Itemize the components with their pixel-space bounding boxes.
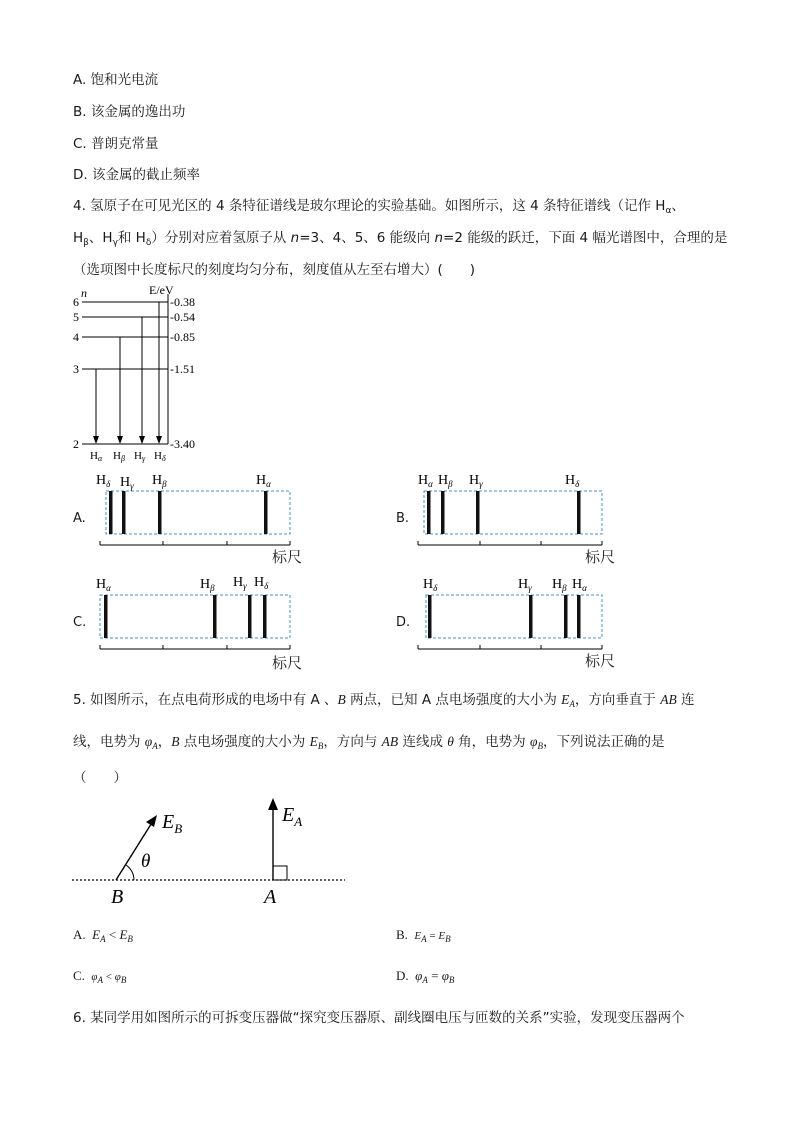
q4-l2-7: n — [290, 230, 300, 246]
spectrum-c-label-alpha: $H_\alpha$ — [96, 577, 111, 593]
theta-arc — [126, 865, 134, 880]
q5-stem-line1 — [73, 688, 695, 709]
q5-a-e1: E — [92, 927, 101, 942]
level-3-e: -1.51 — [170, 362, 195, 376]
q5-stem-line3: （ ） — [73, 770, 127, 786]
q5-l2-i: ，方向与 — [323, 734, 382, 750]
diagram-n-label: n — [81, 286, 87, 300]
level-5-n: 5 — [73, 310, 79, 324]
q4-l2-3: γ — [112, 238, 118, 248]
q4-l2-4: 和 H — [117, 230, 146, 246]
q5-l2-o: B — [537, 741, 543, 751]
eb-label: $E_B$ — [162, 811, 183, 836]
spectrum-c-label-delta: $H_\delta$ — [254, 575, 269, 591]
q4-stem-line2 — [73, 226, 727, 248]
right-angle-mark — [273, 866, 287, 880]
q4-option-c-letter: C. — [73, 615, 87, 630]
arrow-h-alpha-head — [93, 436, 99, 444]
q4-stem-end: 、 — [671, 198, 685, 214]
q5-option-c — [73, 968, 126, 985]
q5-l2-h: B — [317, 741, 324, 751]
spectrum-a-frame — [106, 491, 290, 534]
spectrum-b-line-alpha — [427, 491, 431, 534]
q5-c-op: < — [103, 971, 115, 983]
spectrum-b-line-gamma — [476, 491, 480, 534]
spectrum-d-frame — [426, 595, 602, 638]
q4-l2-6: ）分别对应着氢原子从 — [151, 230, 291, 246]
q5-b-s1: A — [421, 934, 427, 944]
spectrum-c-line-gamma — [248, 595, 252, 638]
q5-a-op: < — [105, 927, 120, 942]
q5-d-s2: B — [448, 975, 455, 985]
q5-c-e1: φ — [91, 971, 98, 983]
q5-d-s1: A — [422, 975, 428, 985]
point-b-label: B — [111, 886, 124, 908]
q5-l1-g: AB — [660, 692, 677, 707]
q5-l2-a: 线，电势为 — [73, 734, 145, 750]
level-4-n: 4 — [73, 330, 79, 344]
q5-l2-n: φ — [529, 734, 538, 749]
spectrum-d-line-gamma — [529, 595, 533, 638]
q4-l2-9: n — [434, 230, 444, 246]
q5-l2-k: 连线成 — [398, 734, 448, 750]
spectrum-c-line-alpha — [104, 595, 108, 638]
q5-stem-line2 — [73, 730, 664, 751]
spectrum-a-line-beta — [158, 491, 162, 534]
q5-l2-e: B — [171, 734, 180, 749]
q5-a-s2: B — [127, 934, 133, 944]
spectrum-a-label-gamma: $H_\gamma$ — [120, 475, 134, 491]
level-2-e: -3.40 — [170, 437, 195, 451]
q5-l1-b: B — [337, 692, 346, 707]
q5-l1-h: 连 — [676, 692, 695, 708]
spectrum-a-line-gamma — [122, 491, 126, 534]
field-diagram — [70, 795, 360, 915]
arrow-label-alpha: Hα — [90, 450, 103, 463]
q6-stem-line1: 6. 某同学用如图所示的可拆变压器做“探究变压器原、副线圈电压与匝数的关系”实验，发现变压器两个 — [73, 1010, 685, 1026]
q4-l2-10: =2 能级的跃迁，下面 4 幅光谱图中，合理的是 — [443, 230, 728, 246]
spectrum-d-ruler-label: 标尺 — [585, 652, 616, 670]
spectrum-d-label-alpha: $H_\alpha$ — [572, 577, 587, 593]
arrow-h-delta-head — [156, 436, 162, 444]
q3-option-d: D. 该金属的截止频率 — [73, 167, 200, 183]
energy-level-diagram — [70, 282, 220, 464]
q5-d-op: = — [427, 968, 442, 983]
level-3-n: 3 — [73, 362, 79, 376]
q5-l1-f: ，方向垂直于 — [574, 692, 661, 708]
q5-l1-a: 5. 如图所示，在点电荷形成的电场中有 A 、 — [73, 692, 338, 708]
q5-l2-f: 点电场强度的大小为 — [179, 734, 310, 750]
spectrum-d-line-alpha — [577, 595, 581, 638]
q5-a-s1: A — [100, 934, 106, 944]
q5-b-op: = — [426, 930, 439, 942]
ea-label: $E_A$ — [282, 804, 303, 829]
level-2-n: 2 — [73, 437, 79, 451]
q5-a-e2: E — [119, 927, 128, 942]
q3-option-c: C. 普朗克常量 — [73, 136, 159, 152]
spectrum-c-label-gamma: $H_\gamma$ — [233, 575, 247, 591]
q5-b-e2: E — [438, 930, 446, 942]
level-6-n: 6 — [73, 295, 79, 309]
q5-b-letter: B. — [396, 927, 408, 942]
q5-d-letter: D. — [396, 968, 409, 983]
spectrum-c-ruler-label: 标尺 — [272, 654, 303, 672]
spectrum-d-label-delta: $H_\delta$ — [423, 577, 438, 593]
q5-c-e2: φ — [114, 971, 121, 983]
spectrum-a-label-beta: $H_\beta$ — [152, 473, 167, 489]
level-6-e: -0.38 — [170, 295, 195, 309]
q5-option-a — [73, 927, 133, 944]
spectrum-b-label-alpha: $H_\alpha$ — [418, 473, 433, 489]
spectrum-c-frame — [100, 595, 290, 638]
q4-option-d-letter: D. — [396, 615, 411, 630]
q5-d-e2: φ — [441, 968, 449, 983]
q4-l2-8: =3、4、5、6 能级向 — [299, 230, 435, 246]
q5-option-d — [396, 968, 454, 985]
q5-b-e1: E — [414, 930, 422, 942]
q4-stem-text: 4. 氢原子在可见光区的 4 条特征谱线是玻尔理论的实验基础。如图所示，这 4 条特征谱线（记作 H — [73, 198, 666, 214]
spectrum-d-line-beta — [564, 595, 568, 638]
arrow-label-gamma: Hγ — [134, 450, 146, 463]
q3-option-b: B. 该金属的逸出功 — [73, 104, 186, 120]
q4-stem-sub: α — [665, 206, 672, 216]
q5-l2-p: ，下列说法正确的是 — [542, 734, 665, 750]
q3-option-a: A. 饱和光电流 — [73, 72, 159, 88]
arrow-label-beta: Hβ — [113, 450, 125, 463]
q5-l2-g: E — [309, 734, 318, 749]
q5-c-s2: B — [120, 975, 127, 985]
q4-l2-5: δ — [145, 238, 152, 248]
q5-l2-c: A — [152, 741, 158, 751]
spectrum-b-frame — [424, 491, 602, 534]
point-a-label: A — [264, 886, 277, 908]
q5-l2-l: θ — [447, 734, 454, 749]
eb-arrow-head — [146, 815, 157, 827]
q5-l1-e: A — [569, 699, 575, 709]
spectrum-b-line-beta — [441, 491, 445, 534]
q4-stem-line1 — [73, 194, 685, 216]
spectrum-d-label-gamma: $H_\gamma$ — [518, 577, 532, 593]
ea-arrow-head — [268, 798, 278, 810]
q5-l1-c: 两点，已知 A 点电场强度的大小为 — [345, 692, 562, 708]
level-5-e: -0.54 — [170, 310, 195, 324]
q4-l2-0: H — [73, 230, 84, 246]
q5-l2-d: ， — [157, 734, 172, 750]
spectrum-c-line-beta — [213, 595, 217, 638]
spectrum-b-label-beta: $H_\beta$ — [438, 473, 453, 489]
arrow-h-beta-head — [117, 436, 123, 444]
q5-c-s1: A — [97, 975, 104, 985]
q4-stem-line3: （选项图中长度标尺的刻度均匀分布，刻度值从左至右增大）( ) — [73, 262, 476, 278]
q5-l2-m: 角，电势为 — [453, 734, 530, 750]
q5-option-b — [396, 927, 451, 944]
spectrum-b-ruler-label: 标尺 — [585, 548, 616, 566]
q4-option-b-letter: B. — [396, 511, 410, 526]
q5-l2-b: φ — [144, 734, 153, 749]
spectrum-b-line-delta — [577, 491, 581, 534]
q4-l2-2: 、H — [88, 230, 113, 246]
spectrum-c-label-beta: $H_\beta$ — [200, 577, 215, 593]
spectrum-a-label-delta: $H_\delta$ — [96, 473, 111, 489]
spectrum-b-label-gamma: $H_\gamma$ — [469, 473, 483, 489]
q5-l2-j: AB — [381, 734, 399, 749]
diagram-e-label: E/eV — [149, 283, 174, 297]
spectrum-a-line-delta — [109, 491, 113, 534]
arrow-h-gamma-head — [139, 436, 145, 444]
arrow-label-delta: Hδ — [154, 450, 166, 463]
spectrum-d-line-delta — [428, 595, 432, 638]
spectrum-d-label-beta: $H_\beta$ — [552, 577, 567, 593]
q5-b-s2: B — [445, 934, 451, 944]
spectrum-a-ruler-label: 标尺 — [272, 548, 303, 566]
spectrum-a-label-alpha: $H_\alpha$ — [256, 473, 271, 489]
q4-option-a-letter: A. — [73, 511, 86, 526]
spectrum-c-line-delta — [263, 595, 267, 638]
level-4-e: -0.85 — [170, 330, 195, 344]
q5-d-e1: φ — [415, 968, 423, 983]
spectrum-b-label-delta: $H_\delta$ — [565, 473, 580, 489]
q5-a-letter: A. — [73, 927, 86, 942]
q4-l2-1: β — [83, 238, 89, 248]
q5-c-letter: C. — [73, 968, 85, 983]
theta-label: θ — [141, 851, 151, 872]
q5-l1-d: E — [561, 692, 570, 707]
spectrum-a-line-alpha — [264, 491, 268, 534]
